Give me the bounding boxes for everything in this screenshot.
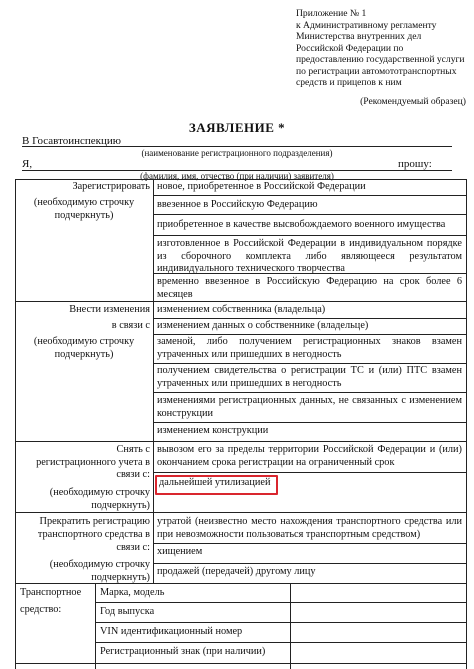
ya-label: Я, <box>22 158 33 170</box>
table-left-border <box>15 179 16 669</box>
terminate-label: Прекратить регистрацию <box>39 516 150 527</box>
changes-label-cont: в связи с <box>111 320 150 331</box>
vehicle-label-cont: средство: <box>20 604 62 615</box>
row-divider <box>153 334 466 335</box>
sample-note: (Рекомендуемый образец) <box>360 96 466 107</box>
register-option[interactable]: новое, приобретенное в Российской Федерации <box>157 181 366 192</box>
row-divider <box>153 422 466 423</box>
to-line-label: В Госавтоинспекцию <box>22 135 121 147</box>
terminate-hint: (необходимую строчку подчеркнуть) <box>49 559 150 583</box>
deregister-label-cont: регистрационного учета в <box>36 457 150 468</box>
terminate-option[interactable]: утратой (неизвестно место нахождения транспортного средства или при невозможности пользоваться транспортным средством) <box>157 516 462 540</box>
register-option[interactable]: приобретенное в качестве высвобождаемого военного имущества <box>157 219 446 230</box>
column-divider <box>153 179 154 583</box>
deregister-option[interactable]: дальнейшей утилизацией <box>159 477 271 488</box>
appendix-line: предоставлению государственной услуги <box>296 54 465 65</box>
appendix-line: Министерства внутренних дел <box>296 31 422 42</box>
register-option[interactable]: временно ввезенное в Российскую Федерацию на срок более 6 месяцев <box>157 276 462 300</box>
row-divider <box>153 563 466 564</box>
appendix-line: средств и прицепов к ним <box>296 77 402 88</box>
vehicle-col2-divider <box>290 583 291 669</box>
vehicle-field-year: Год выпуска <box>100 606 155 617</box>
appendix-header <box>296 8 466 89</box>
changes-option[interactable]: изменением данных о собственнике (владельце) <box>157 320 369 331</box>
appendix-line: Приложение № 1 <box>296 8 367 19</box>
to-line-rule <box>22 146 452 147</box>
changes-option[interactable]: изменением конструкции <box>157 425 269 436</box>
row-divider <box>153 363 466 364</box>
changes-option[interactable]: заменой, либо получением регистрационных знаков взамен утраченных или пришедших в негодность <box>157 336 462 360</box>
table-right-border <box>466 179 467 669</box>
appendix-line: Российской Федерации по <box>296 42 404 54</box>
terminate-option[interactable]: хищением <box>157 546 203 557</box>
document-title: ЗАЯВЛЕНИЕ * <box>188 120 286 135</box>
terminate-label-cont: транспортного средства в <box>37 529 150 540</box>
vehicle-field-make: Марка, модель <box>100 587 165 598</box>
register-hint: (необходимую строчку подчеркнуть) <box>33 197 135 221</box>
changes-option[interactable]: изменениями регистрационных данных, не связанных с изменением конструкции <box>157 395 462 419</box>
changes-hint: (необходимую строчку подчеркнуть) <box>33 336 135 360</box>
section-divider <box>15 441 467 442</box>
row-divider <box>153 472 466 473</box>
appendix-line: по регистрации автомототранспортных <box>296 65 457 77</box>
row-divider <box>153 318 466 319</box>
deregister-option[interactable]: вывозом его за пределы территории Российской Федерации и (или) окончанием срока регистрации на ограниченный срок <box>157 444 462 468</box>
register-option[interactable]: изготовленное в Российской Федерации в индивидуальном порядке из сборочного комплекта либо являющееся результатом индивидуального технического творчества <box>157 238 462 274</box>
deregister-label-cont2: связи с: <box>116 469 150 480</box>
vehicle-field-plate: Регистрационный знак (при наличии) <box>100 646 266 657</box>
register-option[interactable]: ввезенное в Российскую Федерацию <box>157 199 318 210</box>
vehicle-col1-divider <box>95 583 96 669</box>
section-divider <box>15 301 467 302</box>
changes-option[interactable]: изменением собственника (владельца) <box>157 304 326 315</box>
deregister-label: Снять с <box>116 444 150 455</box>
section-divider <box>15 583 467 584</box>
prosu-label: прошу: <box>398 158 432 170</box>
appendix-line: к Административному регламенту <box>296 19 437 31</box>
row-divider <box>95 602 466 603</box>
row-divider <box>153 273 466 274</box>
row-divider <box>153 392 466 393</box>
section-divider <box>15 512 467 513</box>
table-top-border <box>15 179 467 180</box>
row-divider <box>153 214 466 215</box>
vehicle-label: Транспортное <box>20 587 82 598</box>
name-line-hint: (фамилия, имя, отчество (при наличии) заявителя) <box>140 171 334 181</box>
changes-label: Внести изменения <box>69 304 150 315</box>
terminate-label-cont2: связи с: <box>116 542 150 553</box>
vehicle-field-vin: VIN идентификационный номер <box>100 626 243 637</box>
changes-option[interactable]: получением свидетельства о регистрации ТС и (или) ПТС взамен утраченных или пришедших в негодность <box>157 365 462 389</box>
register-label: Зарегистрировать <box>72 181 150 192</box>
row-divider <box>153 543 466 544</box>
row-divider <box>153 235 466 236</box>
deregister-hint: (необходимую строчку подчеркнуть) <box>49 487 150 511</box>
terminate-option[interactable]: продажей (передачей) другому лицу <box>157 566 316 577</box>
row-divider <box>95 642 466 643</box>
to-line-hint: (наименование регистрационного подразделения) <box>141 148 333 158</box>
row-divider <box>153 195 466 196</box>
table-bottom-border <box>15 663 467 664</box>
row-divider <box>95 622 466 623</box>
